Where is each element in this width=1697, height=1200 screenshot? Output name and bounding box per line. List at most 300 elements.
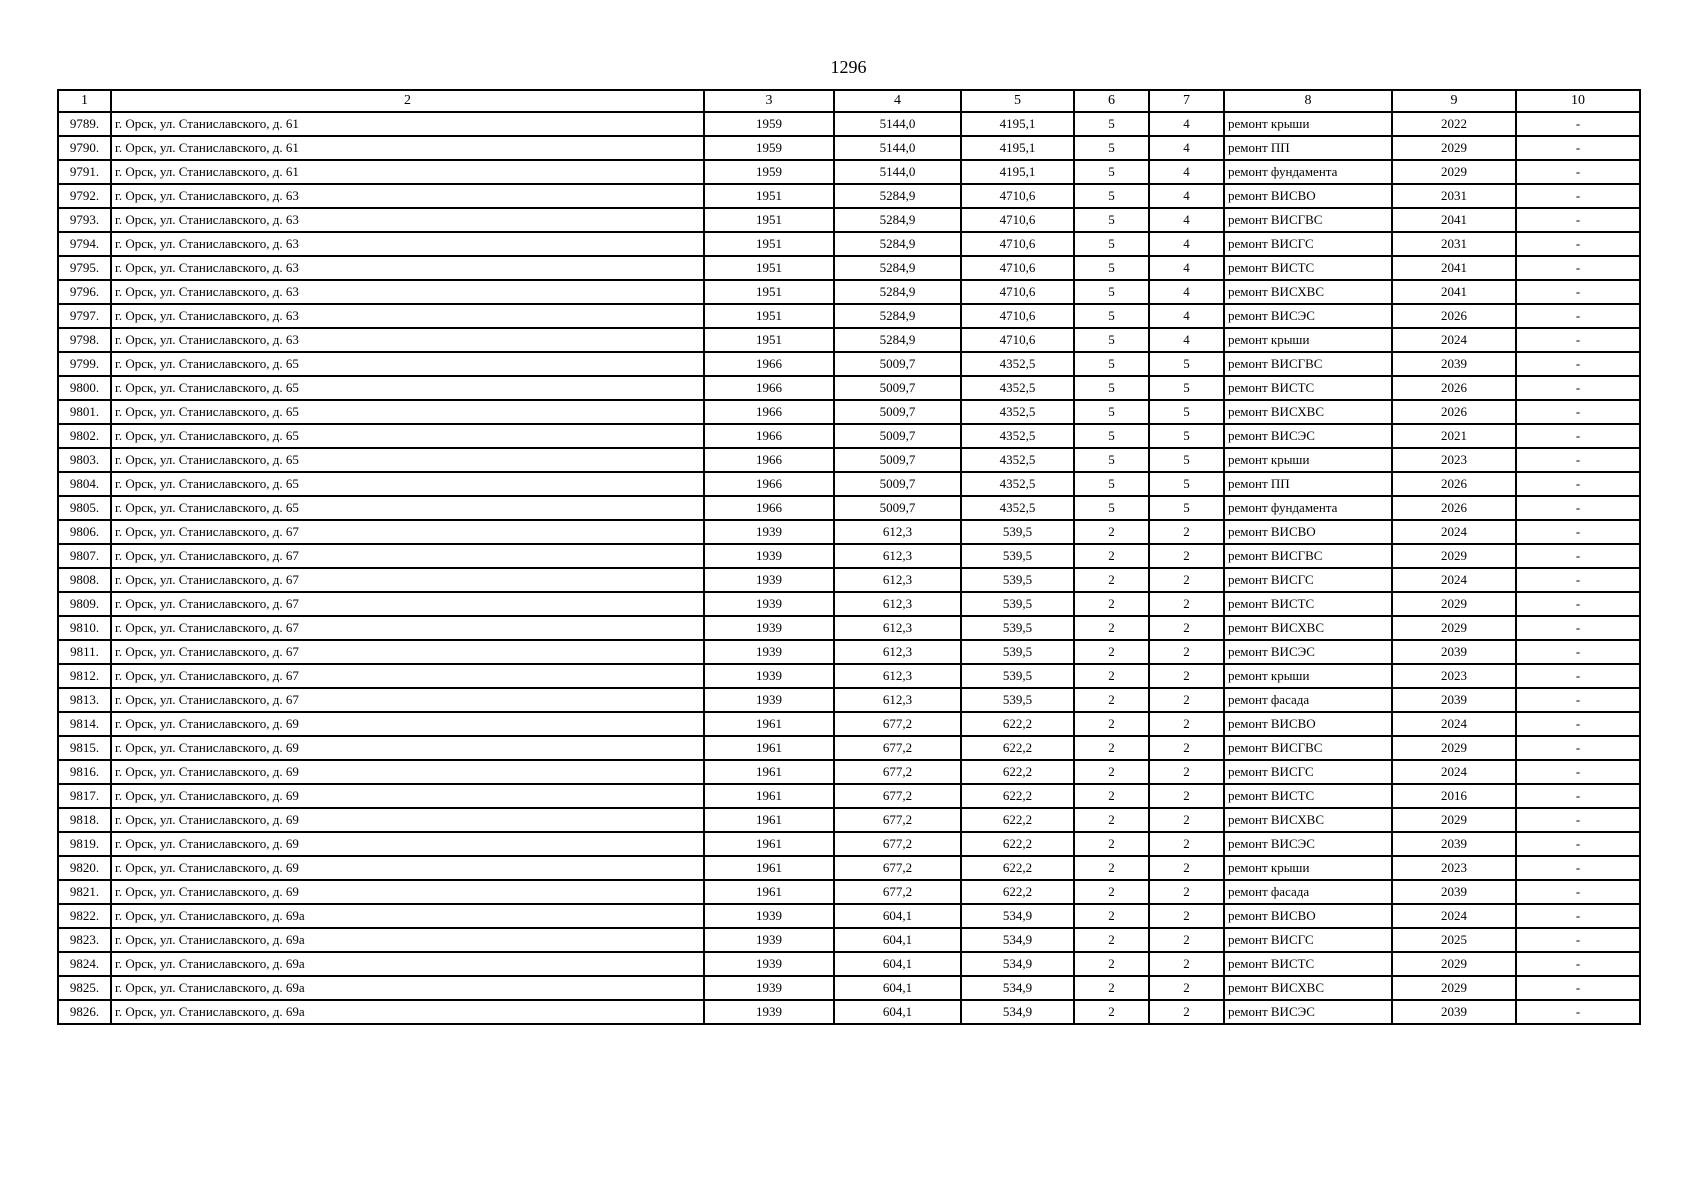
year-cell: 1939	[704, 976, 834, 1000]
note-cell: -	[1516, 304, 1640, 328]
total-area-cell: 612,3	[834, 616, 961, 640]
work-type-cell: ремонт ВИСВО	[1224, 520, 1392, 544]
table-row	[58, 976, 1640, 1000]
plan-year-cell: 2039	[1392, 688, 1516, 712]
plan-year-cell: 2016	[1392, 784, 1516, 808]
address-cell: г. Орск, ул. Станиславского, д. 63	[111, 328, 704, 352]
living-area-cell: 622,2	[961, 784, 1074, 808]
year-cell: 1966	[704, 424, 834, 448]
address-cell: г. Орск, ул. Станиславского, д. 65	[111, 496, 704, 520]
total-area-cell: 612,3	[834, 544, 961, 568]
row-number-cell: 9801.	[58, 400, 111, 424]
row-number-cell: 9789.	[58, 112, 111, 136]
work-type-cell: ремонт ВИСХВС	[1224, 976, 1392, 1000]
year-cell: 1939	[704, 640, 834, 664]
address-cell: г. Орск, ул. Станиславского, д. 69а	[111, 928, 704, 952]
work-type-cell: ремонт ВИСВО	[1224, 712, 1392, 736]
table-row	[58, 784, 1640, 808]
table-row	[58, 160, 1640, 184]
total-area-cell: 5284,9	[834, 208, 961, 232]
entrances-cell: 4	[1149, 256, 1224, 280]
total-area-cell: 677,2	[834, 712, 961, 736]
entrances-cell: 2	[1149, 544, 1224, 568]
row-number-cell: 9806.	[58, 520, 111, 544]
entrances-cell: 4	[1149, 328, 1224, 352]
address-cell: г. Орск, ул. Станиславского, д. 63	[111, 280, 704, 304]
work-type-cell: ремонт крыши	[1224, 112, 1392, 136]
year-cell: 1951	[704, 328, 834, 352]
registry-table	[57, 89, 1641, 1025]
row-number-cell: 9812.	[58, 664, 111, 688]
year-cell: 1939	[704, 568, 834, 592]
plan-year-cell: 2023	[1392, 856, 1516, 880]
plan-year-cell: 2031	[1392, 184, 1516, 208]
table-row	[58, 400, 1640, 424]
address-cell: г. Орск, ул. Станиславского, д. 65	[111, 400, 704, 424]
year-cell: 1961	[704, 784, 834, 808]
note-cell: -	[1516, 808, 1640, 832]
row-number-cell: 9790.	[58, 136, 111, 160]
note-cell: -	[1516, 568, 1640, 592]
note-cell: -	[1516, 112, 1640, 136]
entrances-cell: 2	[1149, 760, 1224, 784]
work-type-cell: ремонт крыши	[1224, 448, 1392, 472]
living-area-cell: 4352,5	[961, 400, 1074, 424]
year-cell: 1959	[704, 112, 834, 136]
year-cell: 1939	[704, 544, 834, 568]
work-type-cell: ремонт ВИСВО	[1224, 904, 1392, 928]
plan-year-cell: 2041	[1392, 256, 1516, 280]
floors-cell: 2	[1074, 928, 1149, 952]
work-type-cell: ремонт ВИСТС	[1224, 376, 1392, 400]
total-area-cell: 5009,7	[834, 424, 961, 448]
address-cell: г. Орск, ул. Станиславского, д. 69	[111, 808, 704, 832]
address-cell: г. Орск, ул. Станиславского, д. 63	[111, 208, 704, 232]
note-cell: -	[1516, 736, 1640, 760]
table-row	[58, 112, 1640, 136]
table-row	[58, 232, 1640, 256]
work-type-cell: ремонт ВИСГВС	[1224, 352, 1392, 376]
living-area-cell: 4352,5	[961, 472, 1074, 496]
living-area-cell: 539,5	[961, 688, 1074, 712]
floors-cell: 2	[1074, 976, 1149, 1000]
work-type-cell: ремонт ВИСТС	[1224, 256, 1392, 280]
note-cell: -	[1516, 1000, 1640, 1024]
address-cell: г. Орск, ул. Станиславского, д. 67	[111, 568, 704, 592]
row-number-cell: 9818.	[58, 808, 111, 832]
column-header: 10	[1516, 90, 1640, 112]
total-area-cell: 5284,9	[834, 232, 961, 256]
work-type-cell: ремонт ПП	[1224, 136, 1392, 160]
total-area-cell: 677,2	[834, 856, 961, 880]
note-cell: -	[1516, 832, 1640, 856]
year-cell: 1961	[704, 856, 834, 880]
note-cell: -	[1516, 952, 1640, 976]
table-row	[58, 496, 1640, 520]
address-cell: г. Орск, ул. Станиславского, д. 69	[111, 832, 704, 856]
entrances-cell: 2	[1149, 976, 1224, 1000]
entrances-cell: 4	[1149, 112, 1224, 136]
entrances-cell: 5	[1149, 496, 1224, 520]
address-cell: г. Орск, ул. Станиславского, д. 65	[111, 376, 704, 400]
table-row	[58, 712, 1640, 736]
entrances-cell: 2	[1149, 808, 1224, 832]
entrances-cell: 2	[1149, 616, 1224, 640]
floors-cell: 2	[1074, 952, 1149, 976]
floors-cell: 5	[1074, 232, 1149, 256]
column-header: 9	[1392, 90, 1516, 112]
plan-year-cell: 2026	[1392, 472, 1516, 496]
row-number-cell: 9822.	[58, 904, 111, 928]
address-cell: г. Орск, ул. Станиславского, д. 63	[111, 256, 704, 280]
work-type-cell: ремонт крыши	[1224, 664, 1392, 688]
year-cell: 1939	[704, 1000, 834, 1024]
living-area-cell: 622,2	[961, 808, 1074, 832]
year-cell: 1966	[704, 448, 834, 472]
year-cell: 1939	[704, 592, 834, 616]
work-type-cell: ремонт ВИСТС	[1224, 952, 1392, 976]
work-type-cell: ремонт ВИСГВС	[1224, 544, 1392, 568]
note-cell: -	[1516, 424, 1640, 448]
note-cell: -	[1516, 280, 1640, 304]
living-area-cell: 4710,6	[961, 304, 1074, 328]
total-area-cell: 5144,0	[834, 112, 961, 136]
plan-year-cell: 2039	[1392, 880, 1516, 904]
total-area-cell: 612,3	[834, 568, 961, 592]
total-area-cell: 5284,9	[834, 256, 961, 280]
row-number-cell: 9807.	[58, 544, 111, 568]
work-type-cell: ремонт ВИСГС	[1224, 760, 1392, 784]
plan-year-cell: 2039	[1392, 832, 1516, 856]
table-row	[58, 352, 1640, 376]
year-cell: 1961	[704, 832, 834, 856]
work-type-cell: ремонт ВИСТС	[1224, 592, 1392, 616]
total-area-cell: 5284,9	[834, 304, 961, 328]
living-area-cell: 539,5	[961, 520, 1074, 544]
work-type-cell: ремонт ВИСЭС	[1224, 424, 1392, 448]
plan-year-cell: 2029	[1392, 952, 1516, 976]
entrances-cell: 2	[1149, 832, 1224, 856]
entrances-cell: 2	[1149, 592, 1224, 616]
entrances-cell: 4	[1149, 184, 1224, 208]
plan-year-cell: 2029	[1392, 976, 1516, 1000]
table-row	[58, 664, 1640, 688]
plan-year-cell: 2041	[1392, 208, 1516, 232]
note-cell: -	[1516, 184, 1640, 208]
living-area-cell: 622,2	[961, 712, 1074, 736]
work-type-cell: ремонт ВИСЭС	[1224, 304, 1392, 328]
column-header: 5	[961, 90, 1074, 112]
table-row	[58, 544, 1640, 568]
total-area-cell: 5284,9	[834, 184, 961, 208]
note-cell: -	[1516, 136, 1640, 160]
plan-year-cell: 2024	[1392, 904, 1516, 928]
living-area-cell: 4352,5	[961, 496, 1074, 520]
plan-year-cell: 2024	[1392, 328, 1516, 352]
row-number-cell: 9817.	[58, 784, 111, 808]
floors-cell: 2	[1074, 904, 1149, 928]
total-area-cell: 5009,7	[834, 376, 961, 400]
plan-year-cell: 2024	[1392, 520, 1516, 544]
row-number-cell: 9814.	[58, 712, 111, 736]
note-cell: -	[1516, 256, 1640, 280]
total-area-cell: 677,2	[834, 736, 961, 760]
work-type-cell: ремонт фундамента	[1224, 496, 1392, 520]
note-cell: -	[1516, 616, 1640, 640]
work-type-cell: ремонт фасада	[1224, 688, 1392, 712]
floors-cell: 2	[1074, 736, 1149, 760]
note-cell: -	[1516, 448, 1640, 472]
table-row	[58, 592, 1640, 616]
table-row	[58, 928, 1640, 952]
year-cell: 1951	[704, 232, 834, 256]
address-cell: г. Орск, ул. Станиславского, д. 65	[111, 448, 704, 472]
year-cell: 1951	[704, 256, 834, 280]
entrances-cell: 4	[1149, 160, 1224, 184]
living-area-cell: 4352,5	[961, 352, 1074, 376]
floors-cell: 2	[1074, 664, 1149, 688]
table-row	[58, 208, 1640, 232]
column-header: 7	[1149, 90, 1224, 112]
total-area-cell: 5284,9	[834, 280, 961, 304]
work-type-cell: ремонт ВИСГВС	[1224, 736, 1392, 760]
floors-cell: 5	[1074, 160, 1149, 184]
plan-year-cell: 2039	[1392, 1000, 1516, 1024]
work-type-cell: ремонт ВИСХВС	[1224, 280, 1392, 304]
address-cell: г. Орск, ул. Станиславского, д. 67	[111, 640, 704, 664]
living-area-cell: 539,5	[961, 640, 1074, 664]
row-number-cell: 9803.	[58, 448, 111, 472]
row-number-cell: 9798.	[58, 328, 111, 352]
row-number-cell: 9819.	[58, 832, 111, 856]
floors-cell: 5	[1074, 328, 1149, 352]
plan-year-cell: 2041	[1392, 280, 1516, 304]
column-header: 6	[1074, 90, 1149, 112]
living-area-cell: 622,2	[961, 832, 1074, 856]
living-area-cell: 4195,1	[961, 112, 1074, 136]
living-area-cell: 4195,1	[961, 136, 1074, 160]
year-cell: 1951	[704, 304, 834, 328]
living-area-cell: 622,2	[961, 760, 1074, 784]
living-area-cell: 534,9	[961, 1000, 1074, 1024]
entrances-cell: 2	[1149, 664, 1224, 688]
row-number-cell: 9813.	[58, 688, 111, 712]
table-row	[58, 856, 1640, 880]
year-cell: 1961	[704, 736, 834, 760]
plan-year-cell: 2029	[1392, 544, 1516, 568]
note-cell: -	[1516, 688, 1640, 712]
row-number-cell: 9804.	[58, 472, 111, 496]
work-type-cell: ремонт ВИСЭС	[1224, 832, 1392, 856]
plan-year-cell: 2025	[1392, 928, 1516, 952]
floors-cell: 2	[1074, 856, 1149, 880]
plan-year-cell: 2026	[1392, 400, 1516, 424]
floors-cell: 5	[1074, 376, 1149, 400]
note-cell: -	[1516, 784, 1640, 808]
living-area-cell: 539,5	[961, 616, 1074, 640]
table-row	[58, 760, 1640, 784]
floors-cell: 2	[1074, 808, 1149, 832]
row-number-cell: 9809.	[58, 592, 111, 616]
year-cell: 1966	[704, 352, 834, 376]
plan-year-cell: 2024	[1392, 712, 1516, 736]
plan-year-cell: 2021	[1392, 424, 1516, 448]
living-area-cell: 4710,6	[961, 232, 1074, 256]
row-number-cell: 9799.	[58, 352, 111, 376]
year-cell: 1951	[704, 280, 834, 304]
row-number-cell: 9826.	[58, 1000, 111, 1024]
floors-cell: 5	[1074, 352, 1149, 376]
living-area-cell: 4352,5	[961, 424, 1074, 448]
address-cell: г. Орск, ул. Станиславского, д. 69а	[111, 1000, 704, 1024]
row-number-cell: 9825.	[58, 976, 111, 1000]
total-area-cell: 612,3	[834, 520, 961, 544]
entrances-cell: 5	[1149, 424, 1224, 448]
row-number-cell: 9792.	[58, 184, 111, 208]
year-cell: 1939	[704, 664, 834, 688]
total-area-cell: 677,2	[834, 808, 961, 832]
table-row	[58, 136, 1640, 160]
entrances-cell: 2	[1149, 928, 1224, 952]
year-cell: 1959	[704, 136, 834, 160]
row-number-cell: 9805.	[58, 496, 111, 520]
living-area-cell: 4710,6	[961, 328, 1074, 352]
year-cell: 1966	[704, 472, 834, 496]
floors-cell: 2	[1074, 1000, 1149, 1024]
living-area-cell: 539,5	[961, 544, 1074, 568]
living-area-cell: 4710,6	[961, 256, 1074, 280]
year-cell: 1959	[704, 160, 834, 184]
address-cell: г. Орск, ул. Станиславского, д. 65	[111, 352, 704, 376]
floors-cell: 2	[1074, 832, 1149, 856]
living-area-cell: 622,2	[961, 856, 1074, 880]
work-type-cell: ремонт крыши	[1224, 328, 1392, 352]
note-cell: -	[1516, 520, 1640, 544]
entrances-cell: 2	[1149, 568, 1224, 592]
floors-cell: 2	[1074, 760, 1149, 784]
table-row	[58, 376, 1640, 400]
total-area-cell: 604,1	[834, 1000, 961, 1024]
table-row	[58, 616, 1640, 640]
total-area-cell: 612,3	[834, 664, 961, 688]
floors-cell: 5	[1074, 496, 1149, 520]
address-cell: г. Орск, ул. Станиславского, д. 63	[111, 232, 704, 256]
total-area-cell: 604,1	[834, 952, 961, 976]
work-type-cell: ремонт ВИСГВС	[1224, 208, 1392, 232]
row-number-cell: 9794.	[58, 232, 111, 256]
address-cell: г. Орск, ул. Станиславского, д. 61	[111, 160, 704, 184]
floors-cell: 2	[1074, 784, 1149, 808]
total-area-cell: 677,2	[834, 832, 961, 856]
row-number-cell: 9791.	[58, 160, 111, 184]
registry-body	[58, 112, 1640, 1024]
total-area-cell: 604,1	[834, 976, 961, 1000]
note-cell: -	[1516, 496, 1640, 520]
note-cell: -	[1516, 856, 1640, 880]
address-cell: г. Орск, ул. Станиславского, д. 65	[111, 472, 704, 496]
living-area-cell: 4710,6	[961, 280, 1074, 304]
total-area-cell: 612,3	[834, 688, 961, 712]
address-cell: г. Орск, ул. Станиславского, д. 69а	[111, 904, 704, 928]
column-header: 3	[704, 90, 834, 112]
year-cell: 1939	[704, 928, 834, 952]
work-type-cell: ремонт ВИСХВС	[1224, 400, 1392, 424]
address-cell: г. Орск, ул. Станиславского, д. 67	[111, 520, 704, 544]
row-number-cell: 9796.	[58, 280, 111, 304]
row-number-cell: 9797.	[58, 304, 111, 328]
entrances-cell: 4	[1149, 232, 1224, 256]
table-row	[58, 904, 1640, 928]
row-number-cell: 9793.	[58, 208, 111, 232]
work-type-cell: ремонт ВИСГС	[1224, 232, 1392, 256]
entrances-cell: 4	[1149, 304, 1224, 328]
table-row	[58, 880, 1640, 904]
living-area-cell: 539,5	[961, 568, 1074, 592]
plan-year-cell: 2026	[1392, 496, 1516, 520]
note-cell: -	[1516, 928, 1640, 952]
work-type-cell: ремонт ВИСГС	[1224, 568, 1392, 592]
plan-year-cell: 2023	[1392, 448, 1516, 472]
note-cell: -	[1516, 760, 1640, 784]
plan-year-cell: 2022	[1392, 112, 1516, 136]
work-type-cell: ремонт фундамента	[1224, 160, 1392, 184]
plan-year-cell: 2039	[1392, 352, 1516, 376]
living-area-cell: 539,5	[961, 592, 1074, 616]
note-cell: -	[1516, 976, 1640, 1000]
table-row	[58, 640, 1640, 664]
work-type-cell: ремонт ВИСВО	[1224, 184, 1392, 208]
note-cell: -	[1516, 352, 1640, 376]
plan-year-cell: 2029	[1392, 136, 1516, 160]
plan-year-cell: 2024	[1392, 568, 1516, 592]
row-number-cell: 9800.	[58, 376, 111, 400]
floors-cell: 2	[1074, 712, 1149, 736]
address-cell: г. Орск, ул. Станиславского, д. 63	[111, 304, 704, 328]
address-cell: г. Орск, ул. Станиславского, д. 69	[111, 784, 704, 808]
note-cell: -	[1516, 592, 1640, 616]
entrances-cell: 5	[1149, 376, 1224, 400]
floors-cell: 2	[1074, 544, 1149, 568]
address-cell: г. Орск, ул. Станиславского, д. 65	[111, 424, 704, 448]
plan-year-cell: 2039	[1392, 640, 1516, 664]
row-number-cell: 9810.	[58, 616, 111, 640]
table-row	[58, 424, 1640, 448]
address-cell: г. Орск, ул. Станиславского, д. 69а	[111, 952, 704, 976]
row-number-cell: 9811.	[58, 640, 111, 664]
entrances-cell: 2	[1149, 712, 1224, 736]
floors-cell: 2	[1074, 568, 1149, 592]
year-cell: 1939	[704, 904, 834, 928]
table-row	[58, 736, 1640, 760]
work-type-cell: ремонт крыши	[1224, 856, 1392, 880]
row-number-cell: 9821.	[58, 880, 111, 904]
floors-cell: 5	[1074, 400, 1149, 424]
address-cell: г. Орск, ул. Станиславского, д. 69	[111, 856, 704, 880]
floors-cell: 5	[1074, 280, 1149, 304]
entrances-cell: 2	[1149, 880, 1224, 904]
note-cell: -	[1516, 328, 1640, 352]
plan-year-cell: 2026	[1392, 304, 1516, 328]
note-cell: -	[1516, 472, 1640, 496]
note-cell: -	[1516, 376, 1640, 400]
row-number-cell: 9802.	[58, 424, 111, 448]
living-area-cell: 4710,6	[961, 184, 1074, 208]
address-cell: г. Орск, ул. Станиславского, д. 69	[111, 712, 704, 736]
floors-cell: 2	[1074, 640, 1149, 664]
note-cell: -	[1516, 232, 1640, 256]
address-cell: г. Орск, ул. Станиславского, д. 61	[111, 112, 704, 136]
table-row	[58, 328, 1640, 352]
